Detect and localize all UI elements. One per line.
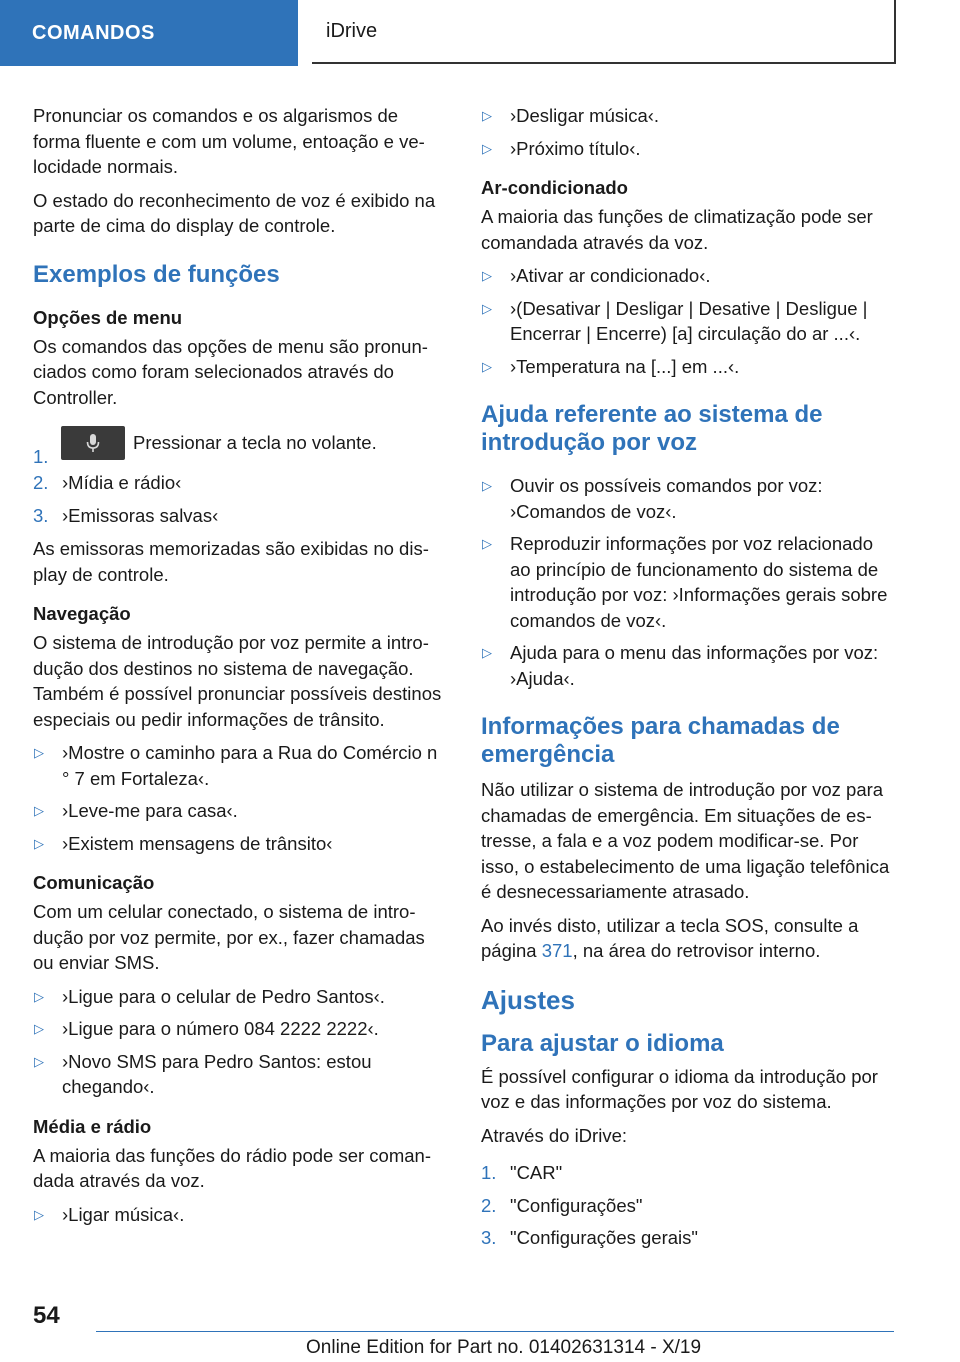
list-item: ▷ ›Próximo título‹. bbox=[481, 136, 896, 162]
step-text: "CAR" bbox=[510, 1162, 563, 1183]
paragraph-emergency: Não utilizar o sistema de introdução por voz para chamadas de emergência. Em situações de estresse, a fala e a voz podem modificar-se. Por isso, o estabelecimento de uma ligação telefônica é desnecessariamente atrasado. bbox=[481, 779, 890, 902]
paragraph-via-idrive: Através do iDrive: bbox=[481, 1124, 627, 1146]
right-column bbox=[481, 103, 896, 1259]
microphone-icon bbox=[61, 426, 125, 460]
heading-communication: Comunicação bbox=[33, 872, 155, 893]
list-item: ▷ ›(Desativar | Desligar | Desative | Desligue | Encerrar | Encerre) [a] circulação do ar ...‹. bbox=[481, 296, 896, 347]
heading-language: Para ajustar o idioma bbox=[481, 1029, 724, 1057]
step-number: 3. bbox=[481, 1227, 497, 1248]
list-item: ▷ ›Leve-me para casa‹. bbox=[33, 798, 449, 824]
list-item: ▷ Reproduzir informações por voz relacionado ao princípio de funcionamento do sistema de introdução por voz: ›Informações gerais sobre comandos de voz‹. bbox=[481, 531, 896, 633]
list-item: ▷ Ajuda para o menu das informações por voz: ›Ajuda‹. bbox=[481, 640, 896, 691]
communication-list bbox=[33, 984, 449, 1100]
paragraph-air-conditioning: A maioria das funções de climatização pode ser comandada através da voz. bbox=[481, 206, 873, 253]
page-header-title: iDrive bbox=[312, 0, 896, 64]
heading-settings: Ajustes bbox=[481, 984, 575, 1015]
heading-menu-options: Opções de menu bbox=[33, 306, 183, 328]
list-item: ▷ ›Ligue para o celular de Pedro Santos‹. bbox=[33, 984, 449, 1010]
sos-text-after: , na área do retrovisor interno. bbox=[572, 940, 821, 961]
media-list-continued bbox=[481, 103, 896, 161]
paragraph-media-radio: A maioria das funções do rádio pode ser comandada através da voz. bbox=[33, 1144, 431, 1191]
step-text: ›Mídia e rádio‹ bbox=[62, 472, 182, 493]
heading-air-conditioning: Ar-condicionado bbox=[481, 177, 628, 198]
list-item bbox=[481, 1160, 896, 1186]
list-item: ▷ Ouvir os possíveis comandos por voz: ›Comandos de voz‹. bbox=[481, 473, 896, 524]
list-item: ▷ ›Novo SMS para Pedro Santos: estou chegando‹. bbox=[33, 1049, 449, 1100]
heading-help: Ajuda referente ao sistema de introdução por voz bbox=[481, 401, 823, 456]
list-item bbox=[481, 1225, 896, 1251]
media-list bbox=[33, 1202, 449, 1228]
step-text: ›Emissoras salvas‹ bbox=[62, 504, 219, 526]
paragraph-sos bbox=[481, 913, 896, 964]
menu-steps-list bbox=[33, 426, 449, 528]
navigation-list bbox=[33, 740, 449, 856]
heading-emergency: Informações para chamadas de emergência bbox=[481, 713, 840, 768]
list-item: ▷ ›Ligue para o número 084 2222 2222‹. bbox=[33, 1016, 449, 1042]
footer-edition: Online Edition for Part no. 01402631314 - X/19 bbox=[306, 1337, 702, 1358]
list-item bbox=[33, 426, 449, 467]
list-item: ▷ ›Temperatura na [...] em ...‹. bbox=[481, 354, 896, 380]
list-item: ▷ ›Existem mensagens de trânsito‹ bbox=[33, 831, 449, 857]
paragraph-pronunciation: Pronunciar os comandos e os algarismos de forma fluente e com um volume, entoação e velocidade normais. bbox=[33, 105, 425, 177]
step-text: "Configurações" bbox=[510, 1194, 643, 1216]
step-text: Pressionar a tecla no volante. bbox=[133, 432, 377, 453]
heading-examples: Exemplos de funções bbox=[33, 260, 280, 288]
list-item bbox=[481, 1193, 896, 1219]
paragraph-stations: As emissoras memorizadas são exibidas no display de controle. bbox=[33, 538, 429, 585]
list-item bbox=[33, 470, 449, 496]
list-item: ▷ ›Ligar música‹. bbox=[33, 1202, 449, 1228]
list-item: ▷ ›Desligar música‹. bbox=[481, 103, 896, 129]
paragraph-recognition-state: O estado do reconhecimento de voz é exibido na parte de cima do display de controle. bbox=[33, 189, 436, 236]
list-item: ▷ ›Ativar ar condicionado‹. bbox=[481, 263, 896, 289]
step-number: 2. bbox=[33, 472, 49, 493]
page-reference-link[interactable]: 371 bbox=[541, 940, 573, 961]
footer-divider bbox=[96, 1331, 894, 1332]
step-number: 1. bbox=[33, 446, 49, 467]
sos-text-before: Ao invés disto, utilizar a tecla SOS, consulte a página bbox=[481, 914, 859, 961]
air-conditioning-list bbox=[481, 263, 896, 379]
language-steps-list bbox=[481, 1160, 896, 1251]
section-tab: COMANDOS bbox=[0, 0, 298, 66]
list-item: ▷ ›Mostre o caminho para a Rua do Comércio n ° 7 em Fortaleza‹. bbox=[33, 740, 449, 791]
paragraph-language: É possível configurar o idioma da introdução por voz e das informações por voz do sistema. bbox=[481, 1065, 878, 1112]
heading-media-radio: Média e rádio bbox=[33, 1115, 152, 1137]
step-number: 1. bbox=[481, 1162, 497, 1183]
page-number: 54 bbox=[33, 1302, 60, 1329]
list-item bbox=[33, 503, 449, 529]
paragraph-navigation: O sistema de introdução por voz permite a introdução dos destinos no sistema de navegação. Também é possível pronunciar possíveis destinos especiais ou pedir informações de trânsito. bbox=[33, 632, 442, 730]
help-list bbox=[481, 473, 896, 691]
heading-navigation: Navegação bbox=[33, 603, 131, 624]
paragraph-communication: Com um celular conectado, o sistema de introdução por voz permite, por ex., fazer chamadas ou enviar SMS. bbox=[33, 901, 425, 973]
paragraph-menu-options: Os comandos das opções de menu são pronunciados como foram selecionados através do Controller. bbox=[33, 335, 428, 408]
left-column bbox=[33, 103, 449, 1235]
step-text: "Configurações gerais" bbox=[510, 1227, 698, 1248]
step-number: 3. bbox=[33, 504, 49, 526]
step-number: 2. bbox=[481, 1194, 497, 1216]
